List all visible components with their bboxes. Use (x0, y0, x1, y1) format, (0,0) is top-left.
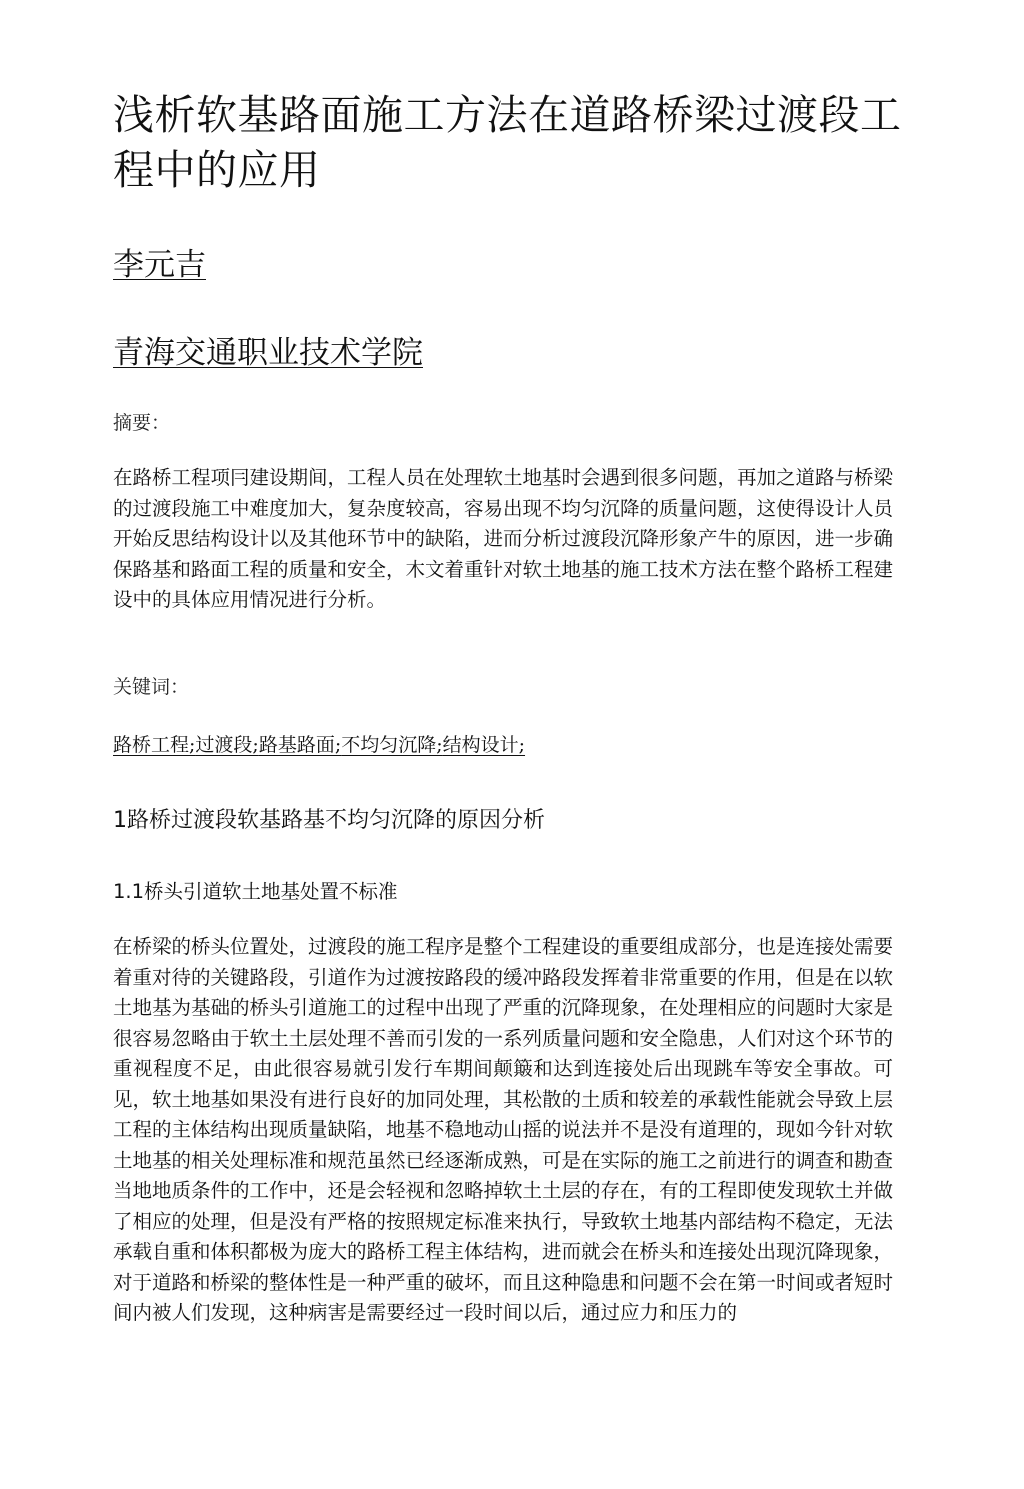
keyword-link[interactable]: 路桥工程; (113, 734, 196, 756)
author-affiliation[interactable]: 青海交通职业技术学院 (113, 335, 423, 371)
keyword-link[interactable]: 过渡段; (195, 734, 259, 756)
section-1-1-body: 在桥梁的桥头位置处，过渡段的施工程序是整个工程建设的重要组成部分，也是连接处需要着重对待的关键路段，引道作为过渡按路段的缓冲路段发挥着非常重要的作用，但是在以软土地基为基础的桥头引道施工的过程中出现了严重的沉降现象，在处理相应的问题时大家是很容易忽略由于软土土层处理不善而引发的一系列质量问题和安全隐患，人们对这个环节的重视程度不足，由此很容易就引发行车期间颠簸和达到连接处后出现跳车等安全事故。可见，软土地基如果没有进行良好的加同处理，其松散的土质和较差的承载性能就会导致上层工程的主体结构出现质量缺陷，地基不稳地动山摇的说法并不是没有道理的，现如今针对软土地基的相关处理标准和规范虽然已经逐渐成熟，可是在实际的施工之前进行的调查和勘查当地地质条件的工作中，还是会轻视和忽略掉软土土层的存在，有的工程即使发现软土并做了相应的处理，但是没有严格的按照规定标准来执行，导致软土地基内部结构不稳定，无法承载自重和体积都极为庞大的路桥工程主体结构，进而就会在桥头和连接处出现沉降现象，对于道路和桥梁的整体性是一种严重的破坏，而且这种隐患和问题不会在第一时间或者短时间内被人们发现，这种病害是需要经过一段时间以后，通过应力和压力的 (113, 935, 894, 1324)
keyword-link[interactable]: 结构设计; (442, 734, 526, 756)
paper-title: 浅析软基路面施工方法在道路桥梁过渡段工程中的应用 (113, 91, 902, 194)
keyword-link[interactable]: 路基路面; (258, 734, 342, 756)
abstract-label: 摘要： (113, 412, 171, 434)
keyword-list (113, 730, 525, 760)
keywords-label: 关键词： (113, 676, 190, 698)
section-1-heading: 1路桥过渡段软基路基不均匀沉降的原因分析 (113, 808, 545, 833)
abstract-text: 在路桥工程项冃建设期间，工程人员在处理软土地基时会遇到很多问题，再加之道路与桥梁的过渡段施工中难度加大，复杂度较高，容易出现不均匀沉降的质量问题，这使得设计人员开始反思结构设计以及其他环节中的缺陷，进而分析过渡段沉降形象产牛的原因，进一步确保路基和路面工程的质量和安全，木文着重针对软土地基的施工技术方法在整个路桥工程建设中的具体应用情况进行分析。 (113, 466, 894, 611)
keyword-link[interactable]: 不均匀沉降; (341, 734, 443, 756)
author-name[interactable]: 李元吉 (113, 247, 206, 283)
section-1-1-heading: 1.1桥头引道软土地基处置不标准 (113, 880, 398, 903)
